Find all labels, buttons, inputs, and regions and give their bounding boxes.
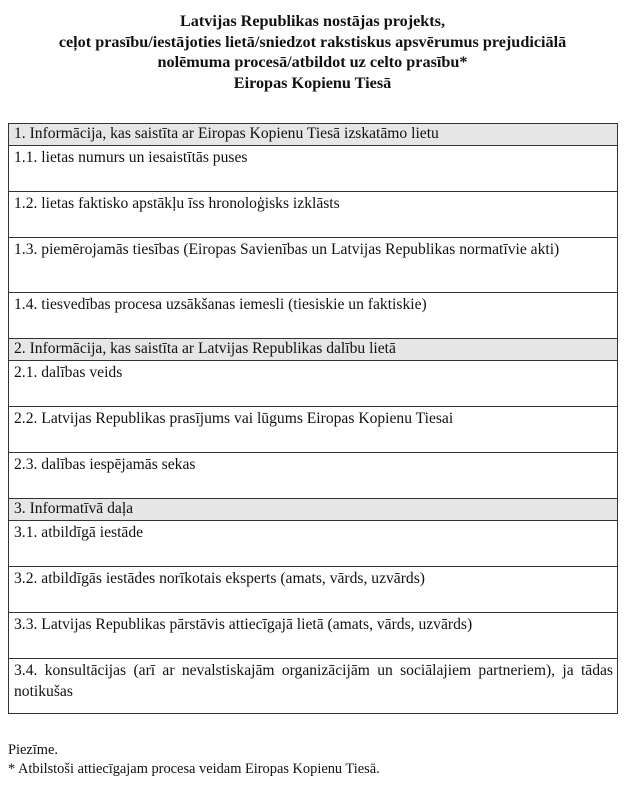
form-item-row <box>9 238 618 293</box>
footnote-text: * Atbilstoši attiecīgajam procesa veidam Eiropas Kopienu Tiesā. <box>8 761 380 777</box>
form-item-row <box>9 361 618 407</box>
form-item-row <box>9 453 618 499</box>
form-item-3-1: 3.1. atbildīgā iestāde <box>9 521 618 567</box>
form-item-row <box>9 192 618 238</box>
position-form-table <box>8 123 618 714</box>
form-item-row <box>9 567 618 613</box>
section-header-row <box>9 339 618 361</box>
footnote <box>8 741 618 779</box>
form-item-2-3: 2.3. dalības iespējamās sekas <box>9 453 618 499</box>
title-line: Eiropas Kopienu Tiesā <box>233 73 392 92</box>
form-item-1-4: 1.4. tiesvedības procesa uzsākšanas iemesli (tiesiskie un faktiskie) <box>9 293 618 339</box>
footnote-label: Piezīme. <box>8 742 58 758</box>
form-item-row <box>9 521 618 567</box>
form-item-3-4: 3.4. konsultācijas (arī ar nevalstiskajām organizācijām un sociālajiem partneriem), ja tādas notikušas <box>9 659 618 714</box>
form-item-3-2: 3.2. atbildīgās iestādes norīkotais eksperts (amats, vārds, uzvārds) <box>9 567 618 613</box>
form-item-1-3: 1.3. piemērojamās tiesības (Eiropas Savienības un Latvijas Republikas normatīvie akti) <box>9 238 618 293</box>
form-item-1-2: 1.2. lietas faktisko apstākļu īss hronoloģisks izklāsts <box>9 192 618 238</box>
form-item-2-1: 2.1. dalības veids <box>9 361 618 407</box>
form-item-row <box>9 293 618 339</box>
title-line: ceļot prasību/iestājoties lietā/sniedzot rakstiskus apsvērumus prejudiciālā <box>58 32 567 51</box>
section-header-1: 1. Informācija, kas saistīta ar Eiropas Kopienu Tiesā izskatāmo lietu <box>9 124 618 146</box>
form-item-row <box>9 659 618 714</box>
title-line: nolēmuma procesā/atbildot uz celto prasību* <box>157 53 468 71</box>
form-item-row <box>9 613 618 659</box>
title-line: Latvijas Republikas nostājas projekts, <box>179 12 446 30</box>
form-item-2-2: 2.2. Latvijas Republikas prasījums vai lūgums Eiropas Kopienu Tiesai <box>9 407 618 453</box>
form-item-row <box>9 146 618 192</box>
form-item-row <box>9 407 618 453</box>
section-header-2: 2. Informācija, kas saistīta ar Latvijas Republikas dalību lietā <box>9 339 618 361</box>
form-item-1-1: 1.1. lietas numurs un iesaistītās puses <box>9 146 618 192</box>
form-item-3-3: 3.3. Latvijas Republikas pārstāvis attiecīgajā lietā (amats, vārds, uzvārds) <box>9 613 618 659</box>
document-title <box>0 11 625 93</box>
section-header-row <box>9 499 618 521</box>
section-header-row <box>9 124 618 146</box>
section-header-3: 3. Informatīvā daļa <box>9 499 618 521</box>
